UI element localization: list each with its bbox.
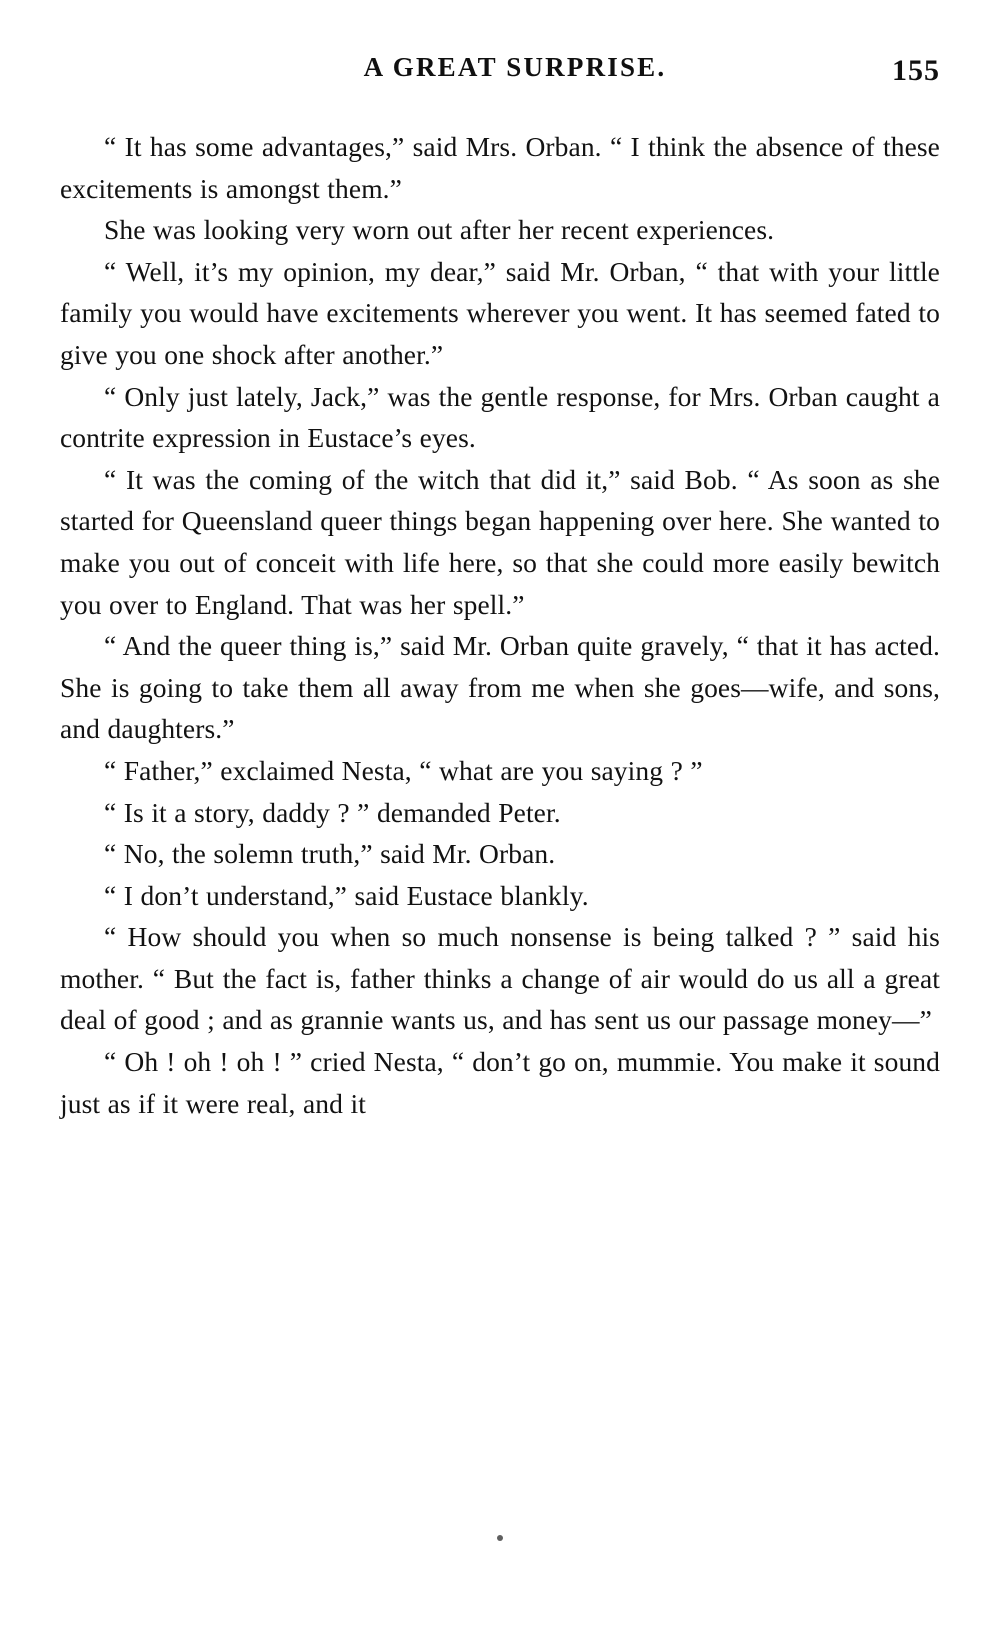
printer-mark-icon bbox=[497, 1535, 503, 1541]
paragraph: She was looking very worn out after her recent experiences. bbox=[104, 214, 775, 246]
page-number: 155 bbox=[892, 54, 940, 87]
running-head: A GREAT SURPRISE. bbox=[363, 52, 667, 82]
paragraph: “ I don’t understand,” said Eustace blankly. bbox=[104, 879, 589, 911]
page-body bbox=[60, 126, 940, 1124]
page-header bbox=[60, 52, 940, 112]
paragraph: “ Father,” exclaimed Nesta, “ what are you saying ? ” bbox=[104, 754, 703, 786]
paragraph: “ How should you when so much nonsense is being talked ? ” said his mother. “ But the fact is, father thinks a change of air would do us all a great deal of good ; and as grannie wants us, and has sent us our passage money—” bbox=[60, 921, 940, 1036]
paragraph: “ Only just lately, Jack,” was the gentle response, for Mrs. Orban caught a contrite expression in Eustace’s eyes. bbox=[60, 380, 940, 454]
paragraph: “ Oh ! oh ! oh ! ” cried Nesta, “ don’t go on, mummie. You make it sound just as if it were real, and it bbox=[60, 1046, 940, 1119]
paragraph: “ No, the solemn truth,” said Mr. Orban. bbox=[104, 838, 556, 870]
paragraph: “ It has some advantages,” said Mrs. Orban. “ I think the absence of these excitements is amongst them.” bbox=[60, 131, 940, 204]
paragraph: “ It was the coming of the witch that did it,” said Bob. “ As soon as she started for Queensland queer things began happening over here. She wanted to make you out of conceit with life here, so that she could more easily bewitch you over to England. That was her spell.” bbox=[60, 463, 940, 620]
paragraph: “ Well, it’s my opinion, my dear,” said Mr. Orban, “ that with your little family you would have excitements wherever you went. It has seemed fated to give you one shock after another.” bbox=[60, 255, 940, 370]
paragraph: “ Is it a story, daddy ? ” demanded Peter. bbox=[104, 796, 561, 828]
paragraph: “ And the queer thing is,” said Mr. Orban quite gravely, “ that it has acted. She is going to take them all away from me when she goes—wife, and sons, and daughters.” bbox=[60, 630, 940, 745]
